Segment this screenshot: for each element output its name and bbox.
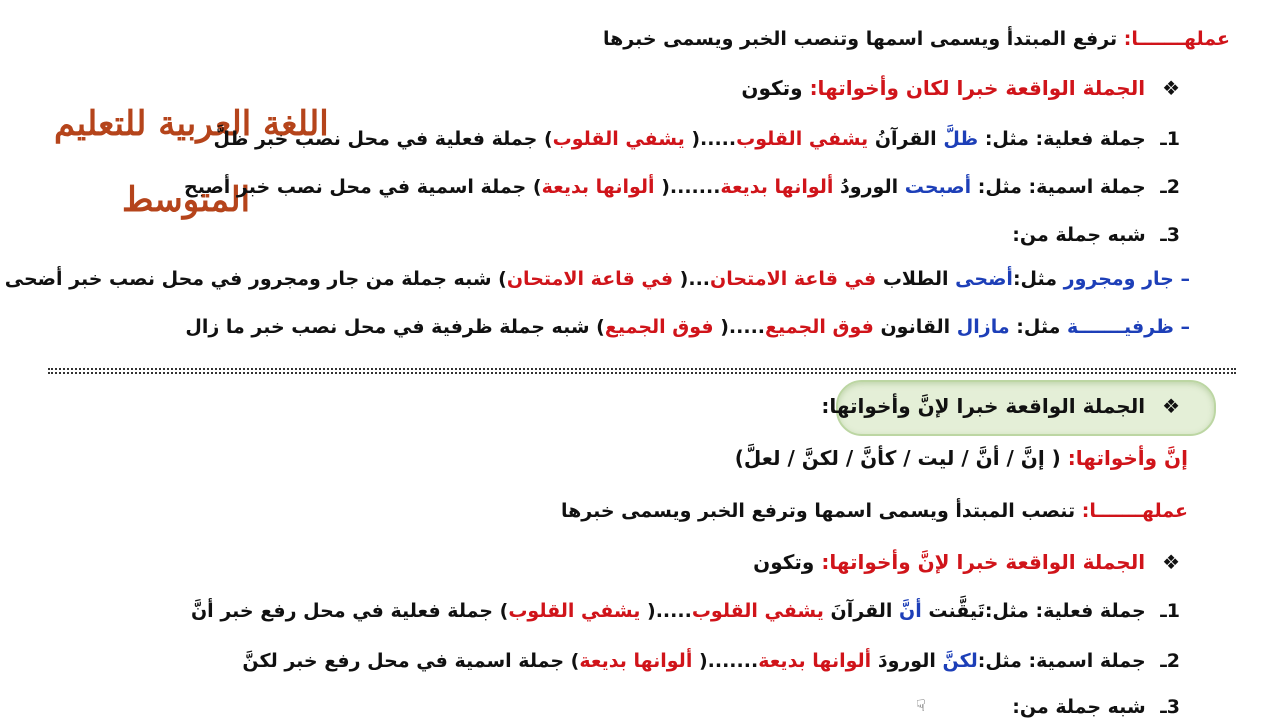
example-verb: أنَّ bbox=[899, 600, 922, 622]
example-subject: الورودَ bbox=[877, 650, 936, 672]
example-predicate: ألوانها بديعة bbox=[758, 650, 872, 672]
sub-dash: – bbox=[1180, 316, 1190, 338]
example-verb: ظلَّ bbox=[943, 128, 979, 150]
inna-item-1 bbox=[191, 600, 1180, 622]
amal-label: عملهـــــــا: bbox=[1123, 28, 1230, 50]
item-label: جملة فعلية: bbox=[1035, 128, 1146, 150]
item-number: 2ـ bbox=[1160, 650, 1180, 672]
inna-heading-title: الجملة الواقعة خبرا لإنَّ وأخواتها: bbox=[821, 550, 1146, 574]
item-number: 3ـ bbox=[1160, 696, 1180, 718]
item-label: شبه جملة من: bbox=[1012, 224, 1146, 246]
mithal-label: مثل: bbox=[1012, 268, 1058, 290]
amal-label: عملهـــــــا: bbox=[1081, 500, 1188, 522]
diamond-bullet-icon: ❖ bbox=[1162, 394, 1180, 418]
kana-heading-rest: وتكون bbox=[741, 76, 803, 100]
example-paren: فوق الجميع bbox=[604, 316, 714, 338]
sub-label: جار ومجرور bbox=[1063, 268, 1174, 290]
inna-sisters-line bbox=[735, 446, 1188, 470]
example-dots: .....( bbox=[691, 128, 737, 150]
example-close: ) bbox=[499, 600, 509, 622]
example-verb: أضحى bbox=[955, 268, 1013, 290]
example-subject: القرآنُ bbox=[874, 128, 937, 150]
example-verb: لكنَّ bbox=[942, 650, 978, 672]
inna-box-text: الجملة الواقعة خبرا لإنَّ وأخواتها: bbox=[821, 394, 1146, 418]
mithal-label: مثل: bbox=[984, 600, 1029, 622]
item-label: جملة اسمية: bbox=[1028, 650, 1146, 672]
kana-heading-title: الجملة الواقعة خبرا لكان وأخواتها: bbox=[809, 76, 1146, 100]
example-dots: .....( bbox=[720, 316, 766, 338]
course-title-line1: اللغة العربية للتعليم bbox=[54, 104, 329, 144]
example-close: ) bbox=[570, 650, 580, 672]
example-paren: يشفي القلوب bbox=[508, 600, 641, 622]
example-dots: .......( bbox=[661, 176, 721, 198]
kana-sub-item-2 bbox=[185, 316, 1190, 338]
example-dots: ...( bbox=[679, 268, 711, 290]
example-close: ) bbox=[543, 128, 553, 150]
dotted-separator bbox=[48, 368, 1236, 370]
sub-dash: – bbox=[1180, 268, 1190, 290]
example-description: شبه جملة من جار ومجرور في محل نصب خبر أضحى bbox=[4, 268, 492, 290]
example-dots: .......( bbox=[698, 650, 759, 672]
mithal-label: مثل: bbox=[977, 650, 1022, 672]
example-subject: الطلاب bbox=[882, 268, 949, 290]
item-label: شبه جملة من: bbox=[1012, 696, 1146, 718]
item-number: 2ـ bbox=[1160, 176, 1180, 198]
item-label: جملة فعلية: bbox=[1035, 600, 1146, 622]
kana-item-1 bbox=[214, 128, 1180, 150]
example-description: جملة فعلية في محل رفع خبر أنَّ bbox=[190, 600, 494, 622]
inna-sisters-label: إنَّ وأخواتها: bbox=[1067, 446, 1188, 470]
example-close: ) bbox=[596, 316, 605, 338]
kana-sub-item-1 bbox=[5, 268, 1190, 290]
mithal-label: مثل: bbox=[1016, 316, 1061, 338]
item-number: 1ـ bbox=[1160, 128, 1180, 150]
example-paren: يشفي القلوب bbox=[552, 128, 685, 150]
example-paren: في قاعة الامتحان bbox=[506, 268, 674, 290]
example-paren: ألوانها بديعة bbox=[541, 176, 655, 198]
example-description: جملة اسمية في محل رفع خبر لكنَّ bbox=[242, 650, 565, 672]
diamond-bullet-icon: ❖ bbox=[1162, 550, 1180, 574]
example-subject: الورودُ bbox=[840, 176, 899, 198]
item-label: جملة اسمية: bbox=[1028, 176, 1146, 198]
amal-text: ترفع المبتدأ ويسمى اسمها وتنصب الخبر ويسمى خبرها bbox=[602, 28, 1118, 50]
item-number: 3ـ bbox=[1160, 224, 1180, 246]
dotted-separator bbox=[48, 372, 1236, 374]
inna-sisters-list: ( إنَّ / أنَّ / ليت / كأنَّ / لكنَّ / لعلَّ) bbox=[734, 446, 1061, 470]
kana-item-2 bbox=[184, 176, 1180, 198]
example-predicate: يشفي القلوب bbox=[736, 128, 869, 150]
inna-box-heading bbox=[821, 394, 1180, 418]
kana-item-3 bbox=[1012, 224, 1180, 246]
example-subject: القانون bbox=[880, 316, 951, 338]
mithal-label: مثل: bbox=[984, 128, 1029, 150]
example-dots: .....( bbox=[647, 600, 692, 622]
sub-label: ظرفيـــــــة bbox=[1066, 316, 1174, 338]
example-paren: ألوانها بديعة bbox=[579, 650, 693, 672]
example-description: جملة اسمية في محل نصب خبر أصبح bbox=[184, 176, 527, 198]
hand-cursor-icon: ☟ bbox=[916, 696, 926, 715]
inna-heading-rest: وتكون bbox=[753, 550, 815, 574]
example-subject: القرآنَ bbox=[830, 600, 893, 622]
mithal-label: مثل: bbox=[977, 176, 1022, 198]
inna-item-3 bbox=[1012, 696, 1180, 718]
example-description: جملة فعلية في محل نصب خبر ظلَّ bbox=[213, 128, 538, 150]
diamond-bullet-icon: ❖ bbox=[1162, 76, 1180, 100]
example-close: ) bbox=[532, 176, 542, 198]
example-predicate: يشفي القلوب bbox=[691, 600, 824, 622]
item-number: 1ـ bbox=[1160, 600, 1180, 622]
inna-item-2 bbox=[242, 650, 1180, 672]
course-title-line2: المتوسط bbox=[122, 180, 251, 220]
example-description: شبه جملة ظرفية في محل نصب خبر ما زال bbox=[185, 316, 590, 338]
example-verb: أصبحت bbox=[904, 176, 972, 198]
kana-amal-line bbox=[603, 28, 1230, 50]
example-verb: مازال bbox=[956, 316, 1010, 338]
example-close: ) bbox=[498, 268, 507, 290]
example-predicate: ألوانها بديعة bbox=[720, 176, 834, 198]
inna-amal-line bbox=[561, 500, 1188, 522]
kana-heading bbox=[741, 76, 1180, 100]
amal-text: تنصب المبتدأ ويسمى اسمها وترفع الخبر ويسمى خبرها bbox=[560, 500, 1076, 522]
example-predicate: فوق الجميع bbox=[765, 316, 874, 338]
example-pre: تَيقَّنت bbox=[928, 600, 985, 622]
example-predicate: في قاعة الامتحان bbox=[710, 268, 877, 290]
inna-heading bbox=[753, 550, 1180, 574]
